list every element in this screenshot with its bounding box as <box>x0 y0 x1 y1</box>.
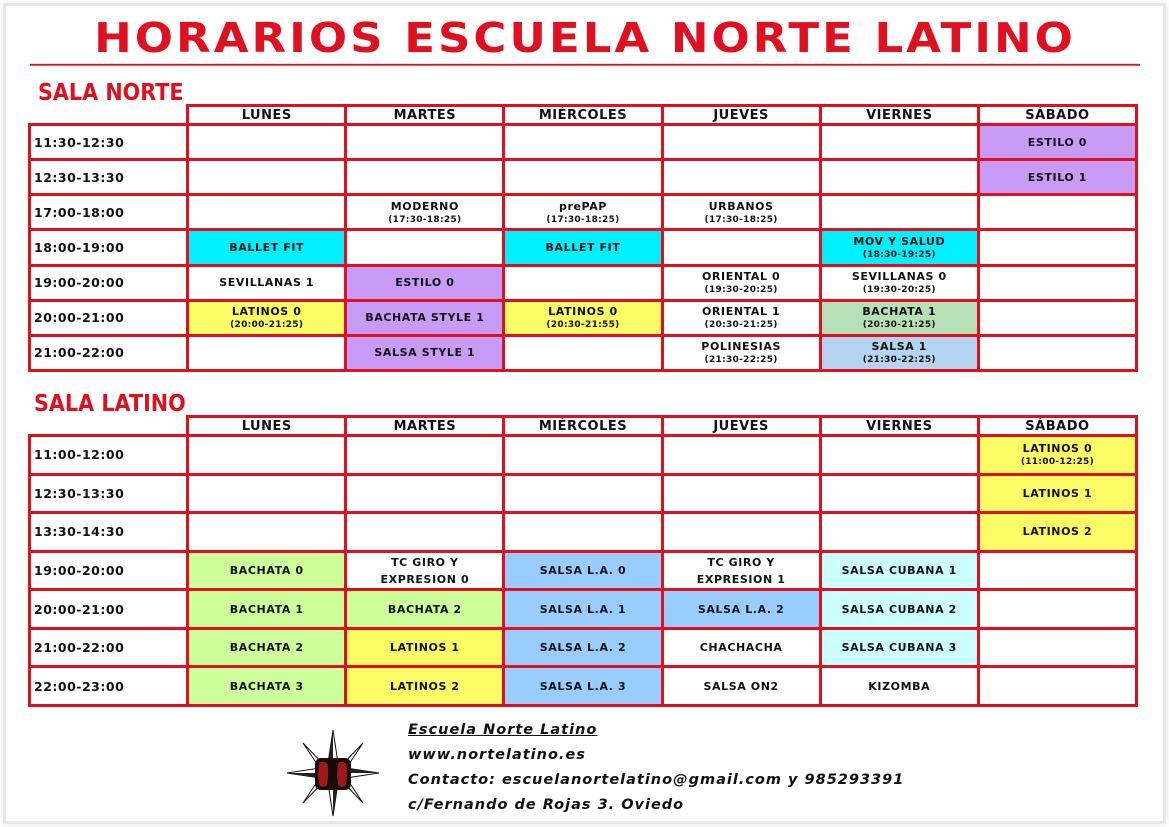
empty-cell <box>662 513 820 552</box>
class-name: SALSA ON2 <box>703 679 779 693</box>
empty-cell <box>978 265 1136 300</box>
empty-cell <box>346 513 504 552</box>
footer-school-name: Escuela Norte Latino <box>408 722 598 738</box>
class-name: SALSA CUBANA 2 <box>841 602 957 616</box>
day-header-3: JUEVES <box>662 106 820 125</box>
class-name: ESTILO 1 <box>1027 170 1088 184</box>
class-name: BACHATA 2 <box>387 602 462 616</box>
class-name: prePAP <box>558 199 607 213</box>
class-name: LATINOS 2 <box>390 679 460 693</box>
empty-cell <box>188 513 346 552</box>
class-cell <box>662 667 820 706</box>
class-name: BALLET FIT <box>229 241 305 254</box>
schedule-row <box>30 125 1137 160</box>
class-name: SALSA 1 <box>871 340 928 354</box>
empty-cell <box>820 160 978 195</box>
empty-cell <box>978 667 1136 706</box>
time-slot: 21:00-22:00 <box>30 335 188 370</box>
empty-cell <box>504 265 662 300</box>
empty-cell <box>978 590 1136 629</box>
class-name: BACHATA 3 <box>229 679 304 693</box>
class-name: LATINOS 0 <box>548 305 618 319</box>
time-slot: 20:00-21:00 <box>30 300 188 335</box>
schedule-row <box>30 436 1137 475</box>
class-name: SALSA L.A. 2 <box>539 641 627 655</box>
class-name: SALSA L.A. 2 <box>697 602 785 616</box>
day-header-0: LUNES <box>188 106 346 125</box>
class-cell <box>820 590 978 629</box>
class-cell <box>188 265 346 300</box>
header-corner <box>30 417 188 436</box>
class-cell <box>346 551 504 590</box>
time-slot: 11:00-12:00 <box>30 436 188 475</box>
schedule-row <box>30 513 1137 552</box>
class-name: ESTILO 0 <box>395 276 455 290</box>
class-name: MOV Y SALUD <box>853 235 946 248</box>
class-time: (21:30-22:25) <box>704 355 778 366</box>
class-name: LATINOS 1 <box>390 641 460 655</box>
footer-contact[interactable]: Contacto: escuelanortelatino@gmail.com y 985293391 <box>408 772 905 788</box>
class-cell <box>820 551 978 590</box>
time-slot: 18:00-19:00 <box>30 230 188 265</box>
empty-cell <box>188 474 346 513</box>
day-header-2: MIÉRCOLES <box>504 417 662 436</box>
header-corner <box>30 106 188 125</box>
empty-cell <box>346 474 504 513</box>
empty-cell <box>504 436 662 475</box>
class-cell <box>978 436 1136 475</box>
empty-cell <box>504 474 662 513</box>
footer-website[interactable]: www.nortelatino.es <box>408 747 586 763</box>
class-cell <box>820 628 978 667</box>
time-slot: 21:00-22:00 <box>30 628 188 667</box>
class-time: (11:00-12:25) <box>1020 457 1094 468</box>
time-slot: 11:30-12:30 <box>30 125 188 160</box>
schedule-row <box>30 300 1137 335</box>
empty-cell <box>346 230 504 265</box>
class-name: SEVILLANAS 0 <box>851 270 947 284</box>
schedule-row <box>30 265 1137 300</box>
empty-cell <box>820 436 978 475</box>
class-name-line2: EXPRESION 0 <box>380 572 470 586</box>
empty-cell <box>188 125 346 160</box>
class-name: URBANOS <box>708 199 774 213</box>
class-cell <box>662 335 820 370</box>
class-cell <box>504 590 662 629</box>
school-logo-icon <box>283 728 383 818</box>
class-name: SALSA CUBANA 1 <box>841 564 957 577</box>
class-time: (17:30-18:25) <box>704 214 778 225</box>
class-cell <box>504 300 662 335</box>
empty-cell <box>188 436 346 475</box>
empty-cell <box>188 335 346 370</box>
class-cell <box>820 335 978 370</box>
class-cell <box>504 667 662 706</box>
empty-cell <box>978 551 1136 590</box>
day-header-5: SÁBADO <box>978 417 1136 436</box>
empty-cell <box>978 230 1136 265</box>
class-cell <box>978 474 1136 513</box>
class-name: LATINOS 1 <box>1022 486 1093 500</box>
class-name: ORIENTAL 0 <box>701 270 781 284</box>
time-slot: 12:30-13:30 <box>30 160 188 195</box>
schedule-row <box>30 667 1137 706</box>
class-time: (19:30-20:25) <box>862 285 936 296</box>
time-slot: 17:00-18:00 <box>30 195 188 230</box>
class-name: LATINOS 2 <box>1022 525 1093 539</box>
empty-cell <box>188 160 346 195</box>
class-name: SALSA L.A. 1 <box>539 602 627 616</box>
class-cell <box>188 628 346 667</box>
class-cell <box>504 628 662 667</box>
class-cell <box>662 265 820 300</box>
day-header-5: SÁBADO <box>978 106 1136 125</box>
class-cell <box>662 628 820 667</box>
class-cell <box>820 300 978 335</box>
class-name: SALSA CUBANA 3 <box>841 641 957 655</box>
class-cell <box>188 590 346 629</box>
page-title: HORARIOS ESCUELA NORTE LATINO <box>30 12 1140 65</box>
class-cell <box>662 300 820 335</box>
empty-cell <box>978 628 1136 667</box>
empty-cell <box>662 125 820 160</box>
empty-cell <box>978 335 1136 370</box>
class-time: (20:30-21:55) <box>546 320 620 331</box>
class-cell <box>820 667 978 706</box>
empty-cell <box>820 513 978 552</box>
empty-cell <box>662 160 820 195</box>
class-cell <box>504 230 662 265</box>
empty-cell <box>662 436 820 475</box>
schedule-table-latino <box>28 415 1138 707</box>
day-header-3: JUEVES <box>662 417 820 436</box>
class-name: LATINOS 0 <box>1022 442 1093 456</box>
class-cell <box>504 551 662 590</box>
time-slot: 22:00-23:00 <box>30 667 188 706</box>
class-cell <box>346 265 504 300</box>
class-cell <box>188 300 346 335</box>
room-title-norte: SALA NORTE <box>38 80 184 106</box>
time-slot: 12:30-13:30 <box>30 474 188 513</box>
class-cell <box>346 628 504 667</box>
time-slot: 13:30-14:30 <box>30 513 188 552</box>
schedule-row <box>30 551 1137 590</box>
empty-cell <box>188 195 346 230</box>
empty-cell <box>662 230 820 265</box>
empty-cell <box>346 125 504 160</box>
schedule-row <box>30 195 1137 230</box>
schedule-row <box>30 474 1137 513</box>
class-cell <box>346 300 504 335</box>
class-name: CHACHACHA <box>699 641 783 655</box>
empty-cell <box>504 513 662 552</box>
class-time: (17:30-18:25) <box>388 214 462 225</box>
schedule-row <box>30 160 1137 195</box>
class-cell <box>978 125 1136 160</box>
class-name: TC GIRO Y <box>391 555 459 569</box>
empty-cell <box>504 160 662 195</box>
class-cell <box>662 551 820 590</box>
class-name: SEVILLANAS 1 <box>219 276 315 290</box>
day-header-1: MARTES <box>346 417 504 436</box>
class-name: MODERNO <box>390 199 459 213</box>
class-cell <box>346 667 504 706</box>
schedule-row <box>30 335 1137 370</box>
empty-cell <box>346 160 504 195</box>
class-cell <box>662 590 820 629</box>
class-time: (18:30-19:25) <box>862 250 936 260</box>
day-header-1: MARTES <box>346 106 504 125</box>
class-cell <box>504 195 662 230</box>
day-header-4: VIERNES <box>820 106 978 125</box>
day-header-2: MIÉRCOLES <box>504 106 662 125</box>
class-name: KIZOMBA <box>868 679 931 693</box>
class-cell <box>978 513 1136 552</box>
class-name-line2: EXPRESION 1 <box>696 572 786 586</box>
class-cell <box>188 551 346 590</box>
class-cell <box>820 265 978 300</box>
time-slot: 19:00-20:00 <box>30 265 188 300</box>
schedule-row <box>30 628 1137 667</box>
footer-info <box>408 718 904 818</box>
class-cell <box>346 195 504 230</box>
class-name: BALLET FIT <box>545 241 621 254</box>
class-cell <box>662 195 820 230</box>
class-time: (20:00-21:25) <box>230 320 304 331</box>
empty-cell <box>662 474 820 513</box>
class-cell <box>188 667 346 706</box>
schedule-row <box>30 230 1137 265</box>
room-title-latino: SALA LATINO <box>34 391 186 417</box>
empty-cell <box>820 195 978 230</box>
time-slot: 20:00-21:00 <box>30 590 188 629</box>
schedule-table-norte <box>28 104 1138 372</box>
class-name: SALSA L.A. 0 <box>539 564 627 577</box>
class-name: ESTILO 0 <box>1027 135 1088 149</box>
class-time: (17:30-18:25) <box>546 214 620 225</box>
class-time: (21:30-22:25) <box>862 355 936 366</box>
empty-cell <box>346 436 504 475</box>
class-name: BACHATA 0 <box>229 564 304 577</box>
class-time: (20:30-21:25) <box>704 320 778 331</box>
class-cell <box>346 335 504 370</box>
class-name: BACHATA 1 <box>229 602 304 616</box>
class-name: TC GIRO Y <box>707 555 775 569</box>
empty-cell <box>820 474 978 513</box>
class-name: BACHATA 2 <box>229 641 304 655</box>
class-name: SALSA STYLE 1 <box>374 346 476 360</box>
empty-cell <box>504 335 662 370</box>
day-header-0: LUNES <box>188 417 346 436</box>
class-cell <box>346 590 504 629</box>
class-cell <box>188 230 346 265</box>
class-name: SALSA L.A. 3 <box>539 679 627 693</box>
class-cell <box>820 230 978 265</box>
empty-cell <box>820 125 978 160</box>
footer-address: c/Fernando de Rojas 3. Oviedo <box>408 797 685 813</box>
empty-cell <box>504 125 662 160</box>
class-name: BACHATA STYLE 1 <box>365 311 485 325</box>
empty-cell <box>978 300 1136 335</box>
class-name: LATINOS 0 <box>231 305 302 319</box>
class-name: BACHATA 1 <box>862 305 937 319</box>
empty-cell <box>978 195 1136 230</box>
class-time: (20:30-21:25) <box>862 320 936 331</box>
schedule-row <box>30 590 1137 629</box>
class-name: ORIENTAL 1 <box>701 305 781 319</box>
time-slot: 19:00-20:00 <box>30 551 188 590</box>
day-header-4: VIERNES <box>820 417 978 436</box>
class-name: POLINESIAS <box>701 340 781 354</box>
class-cell <box>978 160 1136 195</box>
class-time: (19:30-20:25) <box>704 285 778 296</box>
